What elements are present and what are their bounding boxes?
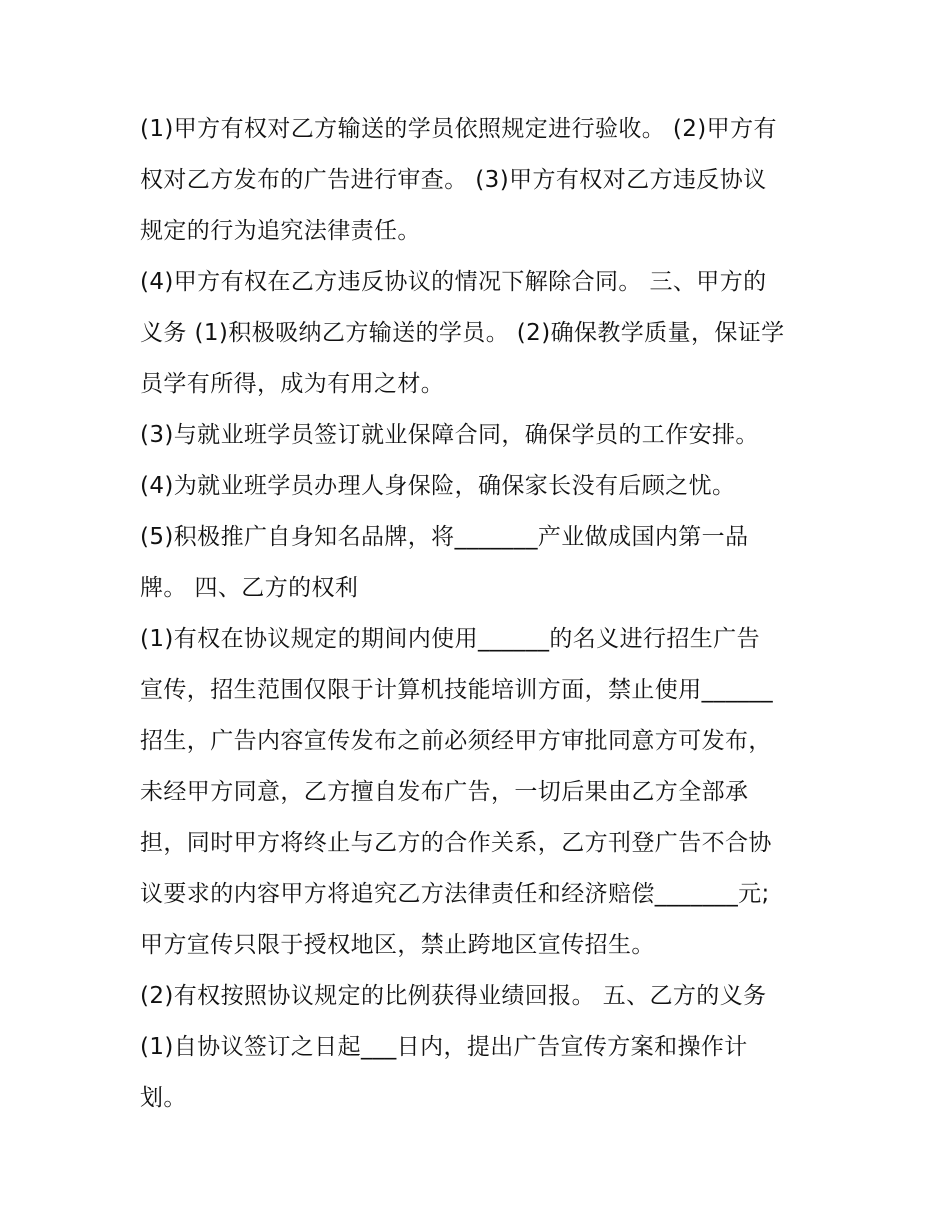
text-line: 议要求的内容甲方将追究乙方法律责任和经济赔偿_______元; (140, 881, 770, 907)
text-line: 权对乙方发布的广告进行审查。 (3)甲方有权对乙方违反协议 (140, 167, 767, 193)
text-line: (3)与就业班学员签订就业保障合同，确保学员的工作安排。 (140, 422, 759, 448)
text-line: 义务 (1)积极吸纳乙方输送的学员。 (2)确保教学质量，保证学 (140, 320, 785, 346)
text-line: (4)为就业班学员办理人身保险，确保家长没有后顾之忧。 (140, 473, 736, 499)
text-line: 规定的行为追究法律责任。 (140, 218, 421, 244)
text-line: 员学有所得，成为有用之材。 (140, 371, 445, 397)
text-line: (1)甲方有权对乙方输送的学员依照规定进行验收。 (2)甲方有 (140, 116, 777, 142)
text-line: (1)自协议签订之日起___日内，提出广告宣传方案和操作计 (140, 1034, 748, 1060)
text-line: 甲方宣传只限于授权地区，禁止跨地区宣传招生。 (140, 932, 655, 958)
text-line: (2)有权按照协议规定的比例获得业绩回报。 五、乙方的义务 (140, 983, 767, 1009)
text-line: 划。 (140, 1085, 187, 1111)
text-line: 宣传，招生范围仅限于计算机技能培训方面，禁止使用______ (140, 677, 773, 703)
text-line: 未经甲方同意，乙方擅自发布广告，一切后果由乙方全部承 (140, 779, 749, 805)
text-line: 牌。 四、乙方的权利 (140, 575, 359, 601)
text-line: (1)有权在协议规定的期间内使用______的名义进行招生广告 (140, 626, 760, 652)
text-line: (4)甲方有权在乙方违反协议的情况下解除合同。 三、甲方的 (140, 269, 767, 295)
text-line: (5)积极推广自身知名品牌，将_______产业做成国内第一品 (140, 524, 749, 550)
document-body (140, 104, 830, 1124)
text-line: 招生，广告内容宣传发布之前必须经甲方审批同意方可发布， (140, 728, 772, 754)
text-line: 担，同时甲方将终止与乙方的合作关系，乙方刊登广告不合协 (140, 830, 772, 856)
